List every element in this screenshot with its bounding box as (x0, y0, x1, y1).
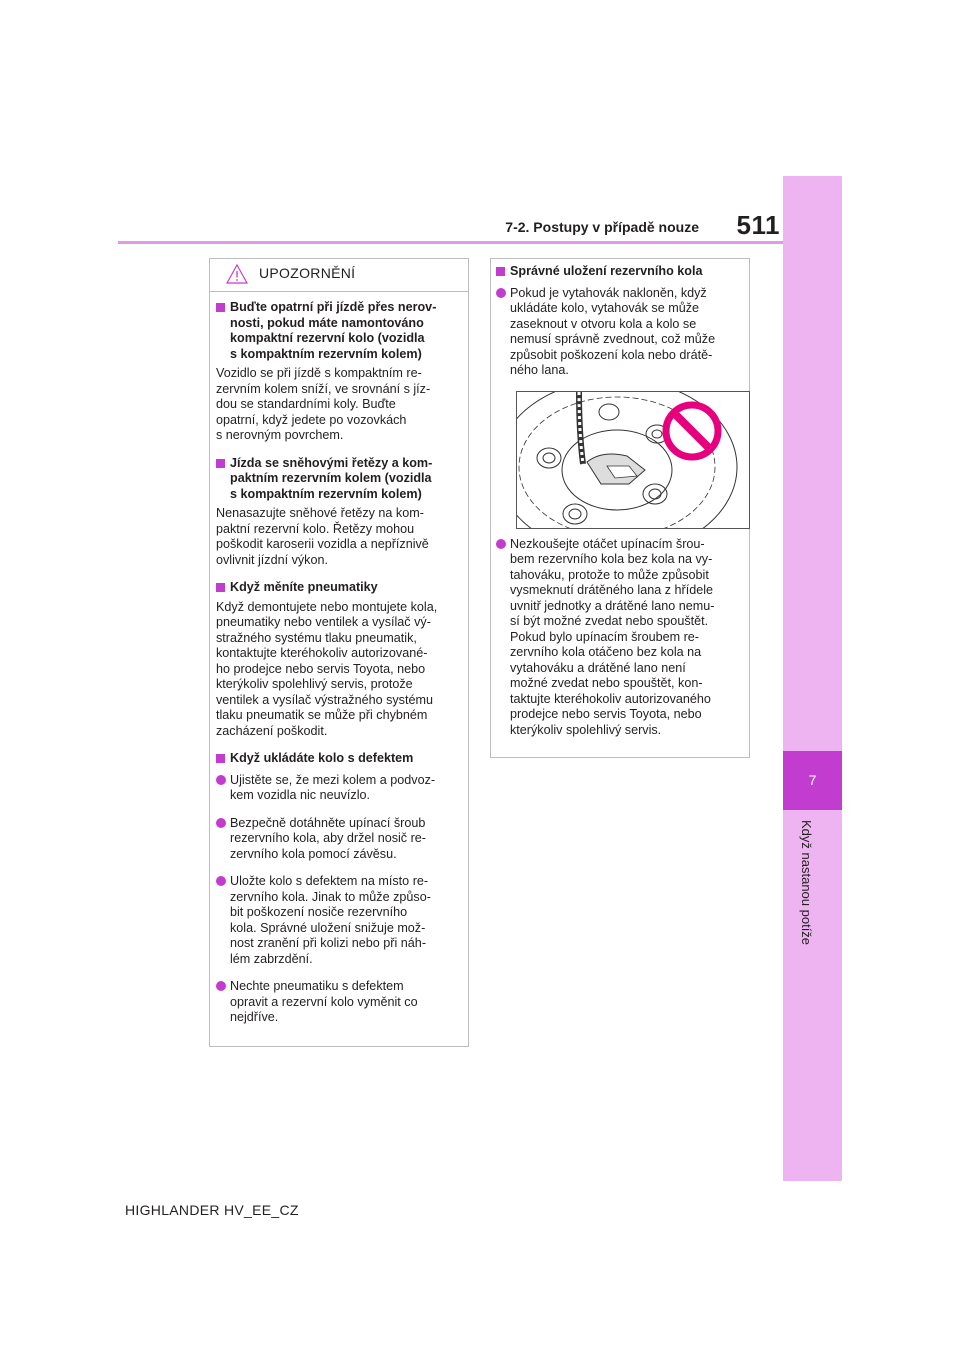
bullet-line: nejdříve. (230, 1010, 279, 1024)
square-bullet-icon (496, 267, 505, 276)
header-rule (118, 241, 783, 244)
square-bullet-icon (216, 459, 225, 468)
heading-line: nosti, pokud máte namontováno (230, 315, 424, 330)
list-item (496, 537, 744, 739)
footer-model: HIGHLANDER HV_EE_CZ (125, 1202, 299, 1218)
section-body (216, 366, 462, 444)
bullet-line: Pokud je vytahovák nakloněn, když (510, 285, 707, 300)
bullet-line: zervního kola. Jinak to může způso- (230, 889, 431, 904)
list-item (216, 816, 462, 863)
round-bullet-icon (216, 876, 226, 886)
bullet-line: ukládáte kolo, vytahovák se může (510, 301, 700, 315)
caution-section-4 (216, 751, 462, 1026)
section-body (216, 506, 462, 568)
chapter-number: 7 (783, 751, 842, 810)
list-item (216, 874, 462, 967)
body-line: zacházení poškodit. (216, 723, 328, 738)
heading-line: Správné uložení rezervního kola (510, 264, 703, 278)
bullet-line: vytahováku a drátěné lano není (510, 660, 686, 675)
bullet-line: Uložte kolo s defektem na místo re- (230, 874, 429, 888)
list-item (496, 286, 744, 379)
body-line: ovlivnit jízdní výkon. (216, 552, 328, 567)
section-title: 7-2. Postupy v případě nouze (505, 219, 699, 235)
body-line: s nerovným povrchem. (216, 428, 344, 442)
round-bullet-icon (496, 288, 506, 298)
heading-line: Jízda se sněhovými řetězy a kom- (230, 455, 433, 470)
section-heading (496, 264, 744, 280)
bullet-line: Nezkoušejte otáčet upínacím šrou- (510, 536, 705, 551)
section-heading (216, 300, 462, 362)
bullet-line: Bezpečně dotáhněte upínací šroub (230, 815, 426, 830)
bullet-line: kem vozidla nic neuvízlo. (230, 788, 370, 802)
heading-line: paktním rezervním kolem (vozidla (230, 471, 432, 485)
caution-section-1 (216, 300, 462, 444)
square-bullet-icon (216, 303, 225, 312)
bullet-line: zaseknout v otvoru kola a kolo se (510, 316, 697, 331)
round-bullet-icon (216, 981, 226, 991)
round-bullet-icon (216, 818, 226, 828)
body-line: dou se standardními koly. Buďte (216, 397, 396, 411)
heading-line: s kompaktním rezervním kolem) (230, 346, 422, 361)
wheel-illustration (516, 391, 750, 529)
warning-triangle-icon (226, 264, 248, 284)
bullet-line: nemusí správně zvednout, což může (510, 332, 716, 346)
chapter-label-container (783, 820, 842, 980)
body-line: opatrní, když jedete po vozovkách (216, 412, 407, 427)
bullet-line: kola. Správné uložení snižuje mož- (230, 920, 426, 935)
body-line: tlaku pneumatik se může při chybném (216, 708, 428, 722)
body-line: paktní rezervní kolo. Řetězy mohou (216, 521, 415, 536)
body-line: Nenasazujte sněhové řetězy na kom- (216, 506, 424, 520)
bullet-line: lém zabrzdění. (230, 951, 313, 966)
heading-line: Buďte opatrní při jízdě přes nerov- (230, 300, 437, 314)
body-line: zervním kolem sníží, ve srovnání s jíz- (216, 381, 431, 396)
body-line: poškodit karoserii vozidla a nepříznivě (216, 537, 429, 551)
body-line: kterýkoliv spolehlivý servis, protože (216, 677, 413, 691)
heading-line: kompaktní rezervní kolo (vozidla (230, 331, 425, 345)
caution-title: UPOZORNĚNÍ (259, 265, 356, 281)
body-line: ventilek a vysílač výstražného systému (216, 692, 433, 707)
caution-section-3 (216, 580, 462, 739)
bullet-line: způsobit poškození kola nebo drátě- (510, 347, 713, 362)
body-line: pneumatiky nebo ventilek a vysílač vý- (216, 615, 431, 629)
bullet-line: ného lana. (510, 363, 569, 377)
section-heading (216, 456, 462, 503)
bullet-line: rezervního kola, aby držel nosič re- (230, 831, 426, 845)
bullet-line: taktujte kteréhokoliv autorizovaného (510, 691, 711, 706)
bullet-line: Pokud bylo upínacím šroubem re- (510, 629, 699, 644)
round-bullet-icon (216, 775, 226, 785)
caution-header (210, 259, 468, 292)
bullet-line: prodejce nebo servis Toyota, nebo (510, 707, 702, 721)
chapter-label: Když nastanou potíže (799, 820, 814, 946)
bullet-line: nost zranění při kolizi nebo při náh- (230, 936, 427, 950)
bullet-line: zervního kola pomocí závěsu. (230, 846, 397, 861)
list-item (216, 773, 462, 804)
bullet-line: Ujistěte se, že mezi kolem a podvoz- (230, 772, 436, 787)
spare-wheel-box (490, 258, 750, 758)
caution-box (209, 258, 469, 1047)
section-body (216, 600, 462, 740)
bullet-line: sí být možné zvedat nebo spouštět. (510, 614, 709, 628)
heading-line: s kompaktním rezervním kolem) (230, 486, 422, 501)
page-number: 511 (736, 210, 780, 240)
body-line: Vozidlo se při jízdě s kompaktním re- (216, 366, 422, 380)
body-line: kontaktujte kteréhokoliv autorizované- (216, 646, 428, 660)
bullet-line: možné zvedat nebo spouštět, kon- (510, 676, 703, 690)
bullet-line: zervního kola otáčeno bez kola na (510, 645, 702, 659)
list-item (216, 979, 462, 1026)
bullet-line: kterýkoliv spolehlivý servis. (510, 722, 662, 737)
bullet-line: vysmeknutí drátěného lana z hřídele (510, 583, 714, 597)
bullet-line: tahováku, protože to může způsobit (510, 567, 709, 582)
round-bullet-icon (496, 539, 506, 549)
body-line: stražného systému tlaku pneumatik, (216, 630, 417, 645)
bullet-line: opravit a rezervní kolo vyměnit co (230, 994, 418, 1009)
bullet-line: bem rezervního kola bez kola na vy- (510, 552, 713, 566)
section-heading (216, 751, 462, 767)
heading-line: Když měníte pneumatiky (230, 580, 378, 594)
caution-section-2 (216, 456, 462, 569)
bullet-line: Nechte pneumatiku s defektem (230, 979, 404, 993)
bullet-line: uvnitř jednotky a drátěné lano nemu- (510, 598, 715, 613)
chapter-side-tab (783, 176, 842, 1181)
square-bullet-icon (216, 583, 225, 592)
bullet-line: bit poškození nosiče rezervního (230, 905, 408, 919)
body-line: Když demontujete nebo montujete kola, (216, 599, 438, 614)
square-bullet-icon (216, 754, 225, 763)
section-heading (216, 580, 462, 596)
prohibited-icon (661, 400, 723, 462)
heading-line: Když ukládáte kolo s defektem (230, 751, 414, 765)
body-line: ho prodejce nebo servis Toyota, nebo (216, 661, 426, 676)
